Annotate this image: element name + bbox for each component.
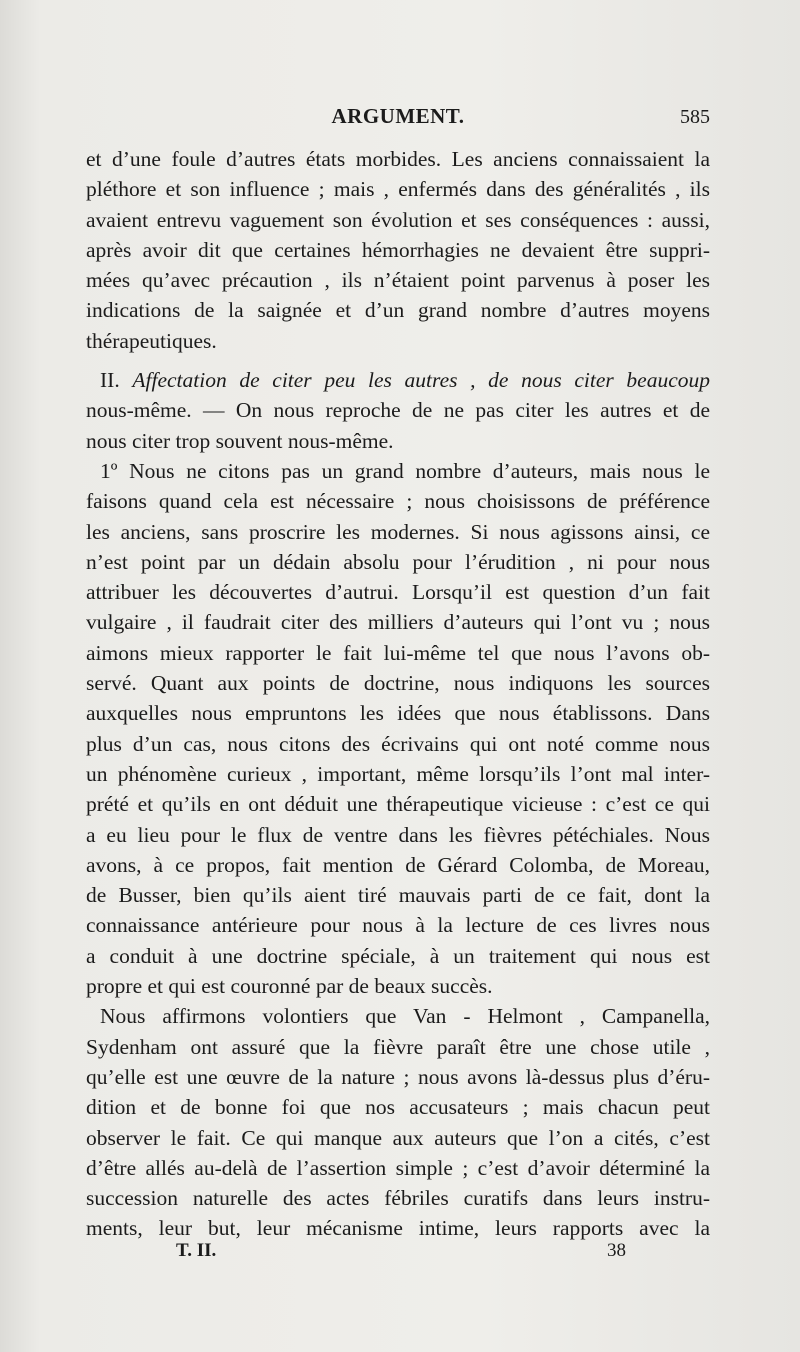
text-line: avons, à ce propos, fait mention de Gérard Colomba, de Moreau,	[86, 852, 710, 877]
page-number: 585	[680, 106, 710, 128]
body-text	[86, 144, 710, 1244]
text-line: mées qu’avec précaution , ils n’étaient point parvenus à poser les	[86, 268, 710, 293]
text-line: plus d’un cas, nous citons des écrivains qui ont noté comme nous	[86, 731, 710, 756]
text-line: les anciens, sans proscrire les modernes. Si nous agissons ainsi, ce	[86, 519, 710, 544]
page-footer	[176, 1240, 626, 1270]
text-line: succession naturelle des actes fébriles curatifs dans leurs instru-	[86, 1186, 710, 1211]
text-line: prété et qu’ils en ont déduit une thérapeutique vicieuse : c’est ce qui	[86, 792, 710, 817]
text-line: Nous affirmons volontiers que Van - Helmont , Campanella,	[100, 1004, 710, 1029]
text-line: vulgaire , il faudrait citer des milliers d’auteurs qui l’ont vu ; nous	[86, 610, 710, 635]
text-line: dition et de bonne foi que nos accusateurs ; mais chacun peut	[86, 1095, 710, 1120]
text-line: avaient entrevu vaguement son évolution et ses conséquences : aussi,	[86, 207, 710, 232]
text-line: a eu lieu pour le flux de ventre dans les fièvres pétéchiales. Nous	[86, 822, 710, 847]
text-line: thérapeutiques.	[86, 328, 217, 353]
text-line: pléthore et son influence ; mais , enfermés dans des généralités , ils	[86, 177, 710, 202]
page-header	[86, 104, 710, 140]
text-line: d’être allés au-delà de l’assertion simple ; c’est d’avoir déterminé la	[86, 1155, 710, 1180]
text-line: propre et qui est couronné par de beaux succès.	[86, 974, 493, 999]
text-line: servé. Quant aux points de doctrine, nous indiquons les sources	[86, 671, 710, 696]
signature-number: 38	[607, 1240, 626, 1261]
text-line: après avoir dit que certaines hémorrhagies ne devaient être suppri-	[86, 237, 710, 262]
text-line: aimons mieux rapporter le fait lui-même tel que nous l’avons ob-	[86, 640, 710, 665]
running-title: ARGUMENT.	[331, 104, 465, 128]
text-line: 1º Nous ne citons pas un grand nombre d’auteurs, mais nous le	[100, 458, 710, 483]
text-line: Sydenham ont assuré que la fièvre paraît être une chose utile ,	[86, 1034, 710, 1059]
section-title: Affectation de citer peu les autres , de nous citer beaucoup	[132, 368, 710, 393]
text-line: attribuer les découvertes d’autrui. Lorsqu’il est question d’un fait	[86, 580, 710, 605]
text-line: nous-même. — On nous reproche de ne pas citer les autres et de	[86, 398, 710, 423]
text-line: observer le fait. Ce qui manque aux auteurs que l’on a cités, c’est	[86, 1125, 710, 1150]
text-line: ments, leur but, leur mécanisme intime, leurs rapports avec la	[86, 1216, 710, 1241]
text-line: qu’elle est une œuvre de la nature ; nous avons là-dessus plus d’éru-	[86, 1064, 710, 1089]
text-line: a conduit à une doctrine spéciale, à un traitement qui nous est	[86, 943, 710, 968]
section-heading-line	[86, 365, 710, 395]
text-line: faisons quand cela est nécessaire ; nous choisissons de préférence	[86, 489, 710, 514]
text-line: auxquelles nous empruntons les idées que nous établissons. Dans	[86, 701, 710, 726]
text-line: indications de la saignée et d’un grand nombre d’autres moyens	[86, 298, 710, 323]
text-line: n’est point par un dédain absolu pour l’érudition , ni pour nous	[86, 549, 710, 574]
text-line: de Busser, bien qu’ils aient tiré mauvais parti de ce fait, dont la	[86, 883, 710, 908]
text-line: connaissance antérieure pour nous à la lecture de ces livres nous	[86, 913, 710, 938]
text-line: et d’une foule d’autres états morbides. Les anciens connaissaient la	[86, 147, 710, 171]
text-line: un phénomène curieux , important, même lorsqu’ils l’ont mal inter-	[86, 761, 710, 786]
volume-signature: T. II.	[176, 1240, 217, 1261]
section-numeral: II.	[100, 368, 120, 393]
text-line: nous citer trop souvent nous-même.	[86, 428, 394, 453]
